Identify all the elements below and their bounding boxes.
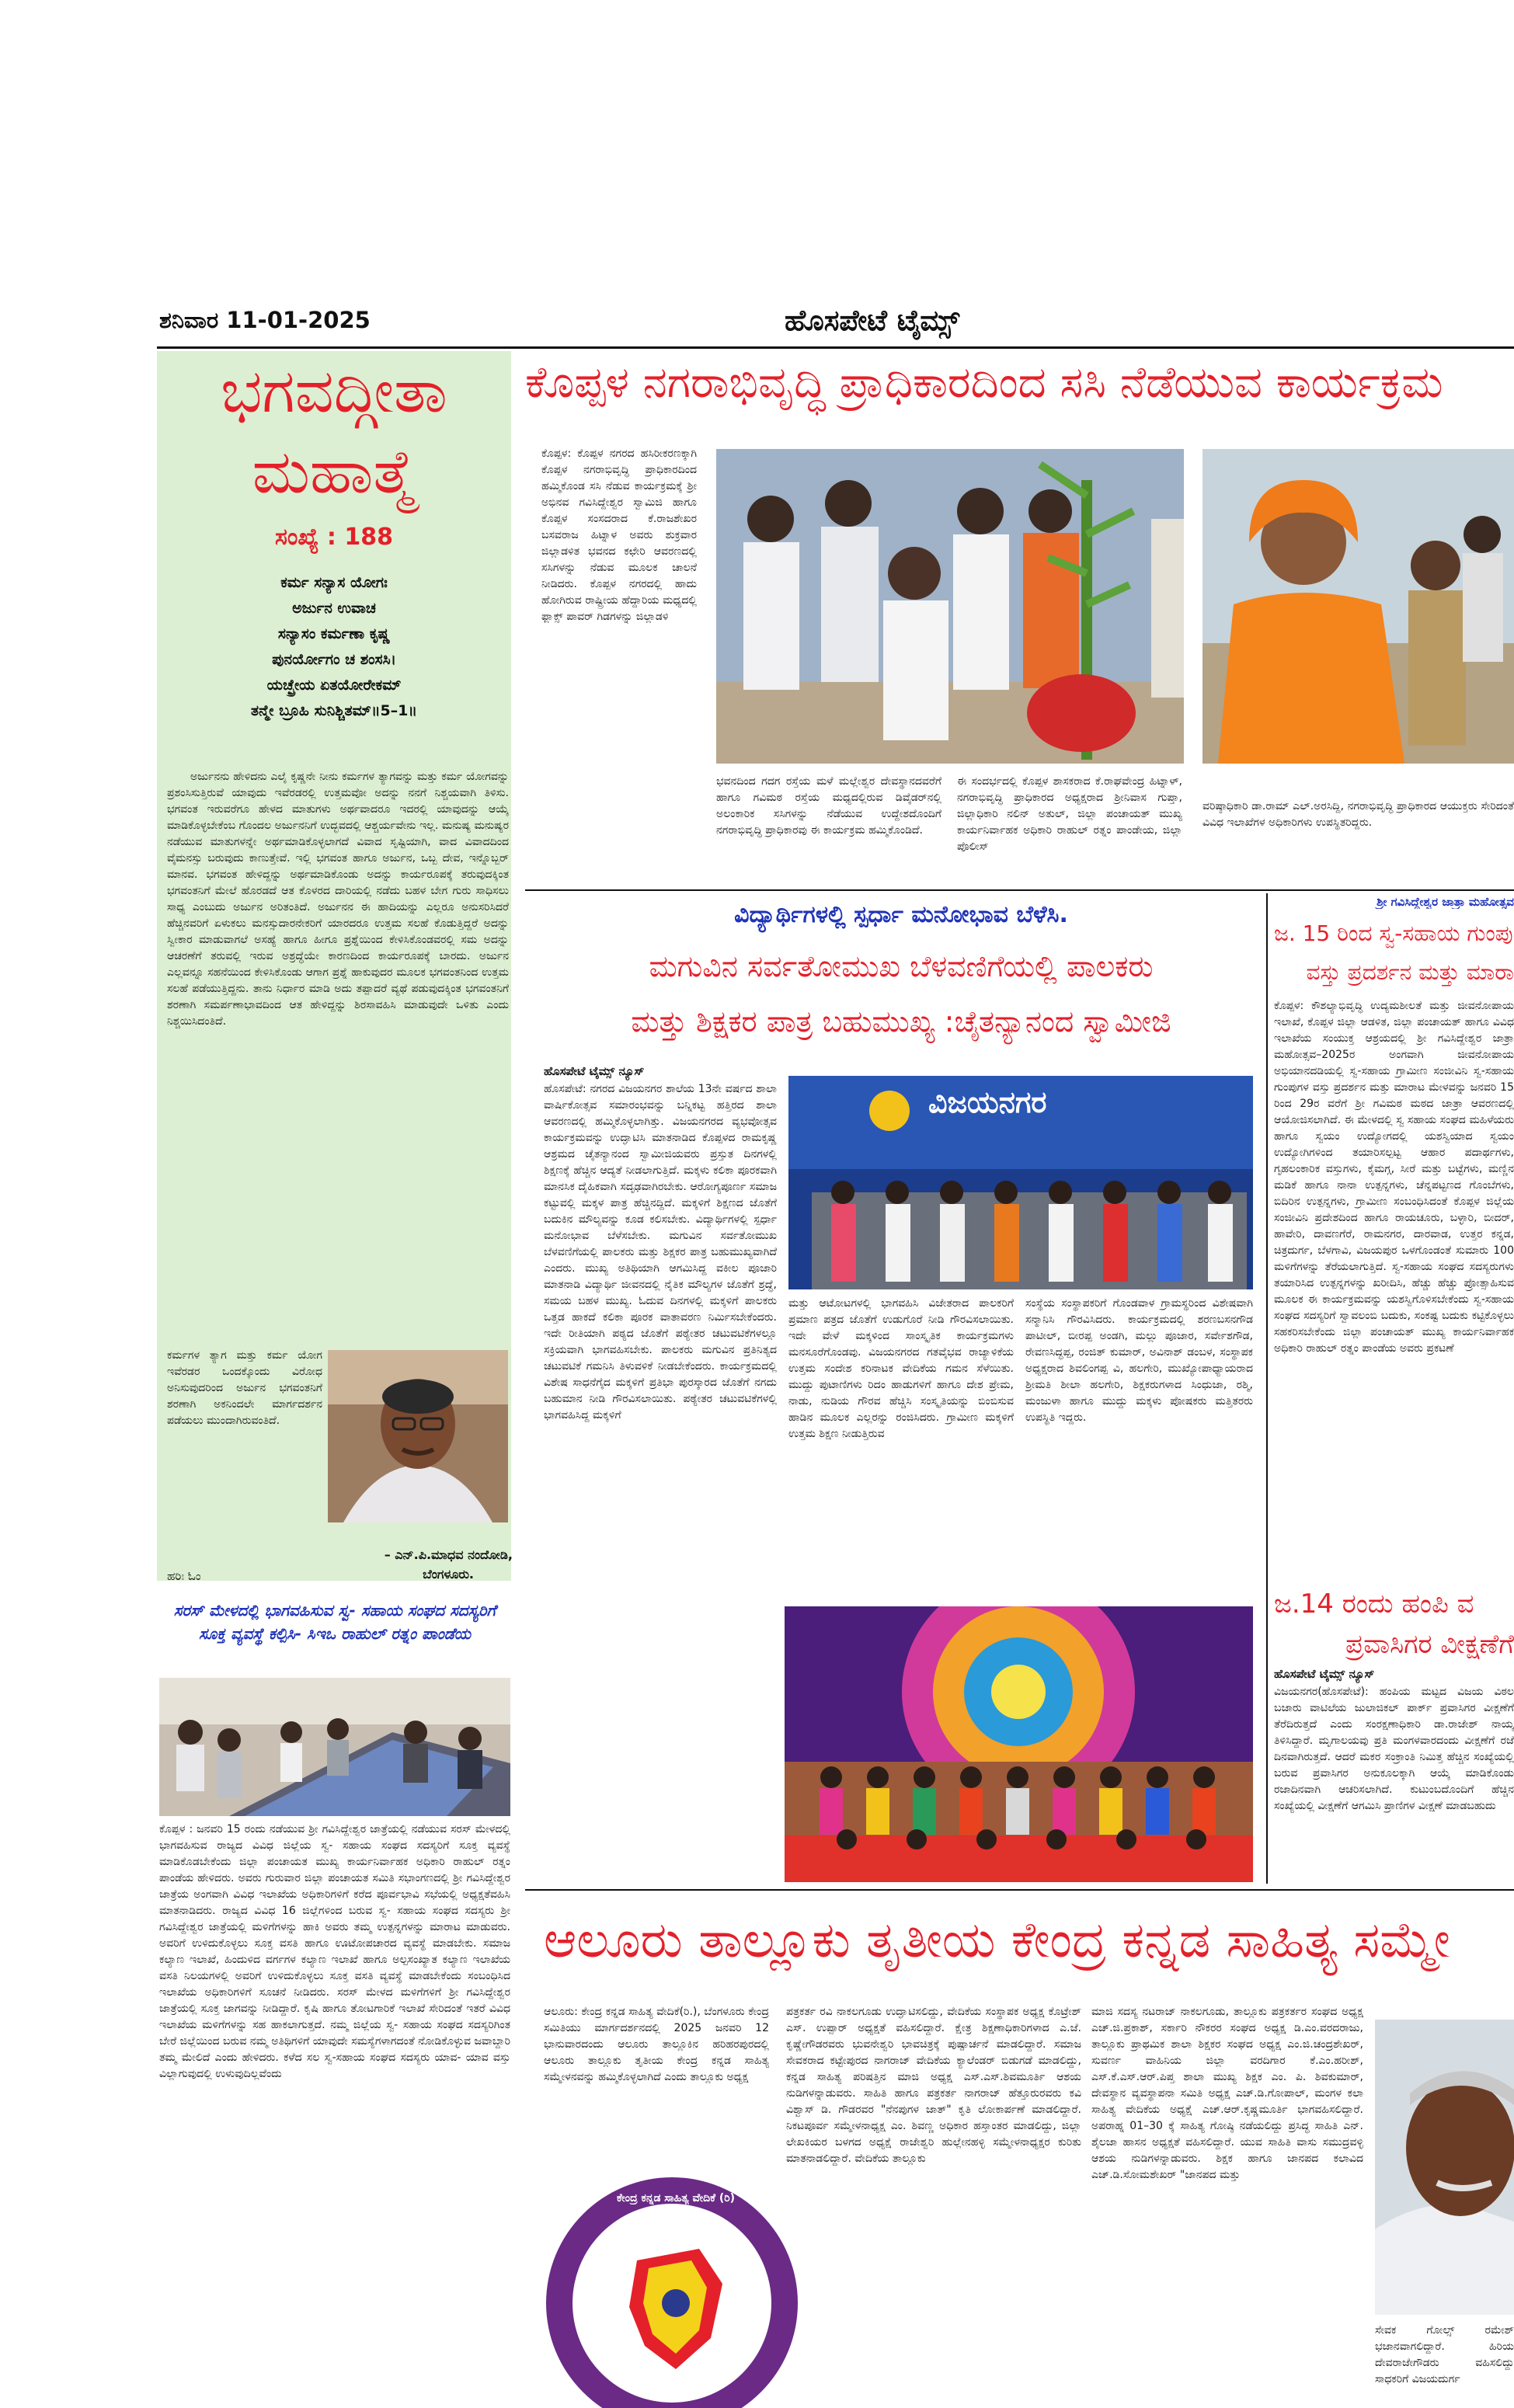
school-col1: ಹೊಸಪೇಟೆ: ನಗರದ ವಿಜಯನಗರ ಶಾಲೆಯ 13ನೇ ವರ್ಷದ ಶಾಲಾ ವಾರ್ಷಿಕೋತ್ಸವ ಸಮಾರಂಭವನ್ನು ಬನ್ನಿಕಟ್ಟ ಹತ್ತಿರದ ಶಾಲಾ ಆವರಣದಲ್ಲಿ ಹಮ್ಮಿಕೊಳ್ಳಲಾಗಿತ್ತು. ವಿಜಯನಗರದ ವ್ಯಭವೋತ್ಸವ ಕಾರ್ಯಕ್ರಮವನ್ನು ಉದ್ಘಾಟಿಸಿ ಮಾತನಾಡಿದ ಕೊಪ್ಪಳದ ರಾಮಕೃಷ್ಣ ಆಶ್ರಮದ ಚೈತನ್ಯಾನಂದ ಸ್ವಾಮೀಜಿಯವರು ಪ್ರಸ್ತುತ ದಿನಗಳಲ್ಲಿ ಶಿಕ್ಷಣಕ್ಕೆ ಹೆಚ್ಚಿನ ಆದ್ಯತೆ ನೀಡಲಾಗುತ್ತಿದೆ. ಮಕ್ಕಳು ಕಲಿಕಾ ಪೂರಕವಾಗಿ ಮಾನಸಿಕ ದೈಹಿಕವಾಗಿ ಸದೃಢವಾಗಿರಬೇಕು. ಆರೋಗ್ಯಪೂರ್ಣ ಸಮಾಜ ಕಟ್ಟುವಲ್ಲಿ ಮಕ್ಕಳ ಪಾತ್ರ ಹೆಚ್ಚಿನದ್ದಿದೆ. ಮಕ್ಕಳಿಗೆ ಶಿಕ್ಷಣದ ಜೊತೆಗೆ ಬದುಕಿನ ಮೌಲ್ಯವನ್ನು ಕೂಡ ಕಲಿಸಬೇಕು. ವಿದ್ಯಾರ್ಥಿಗಳಲ್ಲಿ ಸ್ಪರ್ಧಾ ಮನೋಭಾವ ಬೆಳೆಸಬೇಕು. ಮಗುವಿನ ಸರ್ವತೋಮುಖ ಬೆಳವಣಿಗೆಯಲ್ಲಿ ಪಾಲಕರು ಮತ್ತು ಶಿಕ್ಷಕರ ಪಾತ್ರ ಬಹುಮುಖ್ಯವಾಗಿದೆ ಎಂದರು. ಮುಖ್ಯ ಅತಿಥಿಯಾಗಿ ಆಗಮಿಸಿದ್ದ ವಕೀಲ ಪೂಜಾರಿ ಮಾತನಾಡಿ ವಿದ್ಯಾರ್ಥಿ ಜೀವನದಲ್ಲಿ ನೈತಿಕ ಮೌಲ್ಯಗಳ ಜೊತೆಗೆ ಶ್ರದ್ಧೆ, ಸಮಯ ಬಹಳ ಮುಖ್ಯ. ಓದುವ ದಿನಗಳಲ್ಲಿ ಮಕ್ಕಳಿಗೆ ಪಾಲಕರು ಒತ್ತಡ ಹಾಕದೆ ಕಲಿಕಾ ಪೂರಕ ವಾತಾವರಣ ನಿರ್ಮಿಸಬೇಕೆಂದರು. ಇದೇ ರೀತಿಯಾಗಿ ಪಠ್ಯದ ಜೊತೆಗೆ ಪಠ್ಯೇತರ ಚಟುವಟಿಕೆಗಳಲ್ಲೂ ಸಕ್ರಿಯವಾಗಿ ಭಾಗವಹಿಸಬೇಕು. ಪಾಲಕರು ಮಗುವಿನ ಪ್ರತಿನಿತ್ಯದ ಚಟುವಟಿಕೆ ಗಮನಿಸಿ ತಿಳುವಳಿಕೆ ನೀಡಬೇಕೆಂದರು. ಕಾರ್ಯಕ್ರಮದಲ್ಲಿ ವಿಶೇಷ ಸಾಧನೆಗೈದ ಮಕ್ಕಳಿಗೆ ಪ್ರತಿಭಾ ಪುರಸ್ಕಾರದ ಜೊತೆಗೆ ನಗದು ಬಹುಮಾನ ನೀಡಿ ಗೌರವಿಸಲಾಯಿತು. ಪಠ್ಯೇತರ ಚಟುವಟಿಕೆಗಳಲ್ಲಿ ಭಾಗವಹಿಸಿದ್ದ ಮಕ್ಕಳಿಗೆ bbox=[544, 1083, 777, 1421]
gavi-headline-2: ವಸ್ತು ಪ್ರದರ್ಶನ ಮತ್ತು ಮಾರಾ bbox=[1306, 959, 1514, 985]
verse-line: ಅರ್ಜುನ ಉವಾಚ bbox=[292, 600, 376, 617]
tree-planting-photo bbox=[716, 449, 1184, 764]
hampi-headline-2: ಪ್ರವಾಸಿಗರ ವೀಕ್ಷಣೆಗೆ bbox=[1345, 1629, 1514, 1660]
verse-line: ಯಚ್ಛ್ರೇಯ ಏತಯೋರೇಕಮ್ bbox=[266, 677, 402, 694]
section-rule bbox=[525, 889, 1514, 891]
issue-date: ಶನಿವಾರ 11-01-2025 bbox=[159, 307, 371, 333]
school-banner-text: ವಿಜಯನಗರ bbox=[928, 1085, 1047, 1119]
koppal-headline: ಕೊಪ್ಪಳ ನಗರಾಭಿವೃದ್ಧಿ ಪ್ರಾಧಿಕಾರದಿಂದ ಸಸಿ ನೆಡೆಯುವ ಕಾರ್ಯಕ್ರಮ bbox=[525, 357, 1443, 408]
verse-line: ತನ್ಮೇ ಬ್ರೂಹಿ ಸುನಿಶ್ಚಿತಮ್॥5–1॥ bbox=[251, 702, 417, 719]
verse-line: ಪುನರ್ಯೋಗಂ ಚ ಶಂಸಸಿ। bbox=[272, 651, 396, 668]
school-col2: ಮತ್ತು ಆಟೋಟಗಳಲ್ಲಿ ಭಾಗವಹಿಸಿ ವಿಜೇತರಾದ ಪಾಲಕರಿಗೆ ಪ್ರಮಾಣ ಪತ್ರದ ಜೊತೆಗೆ ಉಡುಗೊರೆ ನೀಡಿ ಗೌರವಿಸಲಾಯಿತು. ಇದೇ ವೇಳೆ ಮಕ್ಕಳಿಂದ ಸಾಂಸ್ಕೃತಿಕ ಕಾರ್ಯಕ್ರಮಗಳು ಮನಸೂರೆಗೊಂಡವು. ವಿಜಯನಗರದ ಗತವೈಭವ ರಾಜ್ಯಾಳಿಕೆಯ ಉತ್ತಮ ಸಂದೇಶ ಕರಿನಾಟಕ ವೇದಿಕೆಯ ಗಮನ ಸೆಳೆಯಿತು. ಮುದ್ದು ಪುಟಾಣಿಗಳು ರಿದಂ ಹಾಡುಗಳಿಗೆ ಹಾಗೂ ದೇಶ ಪ್ರೇಮ, ನಾಡು, ನುಡಿಯ ಗೌರವ ಹೆಚ್ಚಿಸಿ ಸಂಸ್ಕೃತಿಯನ್ನು ಬಿಂಬಿಸುವ ಹಾಡಿನ ಮೂಲಕ ಎಲ್ಲರನ್ನು ರಂಜಿಸಿದರು. ಗ್ರಾಮೀಣ ಮಕ್ಕಳಿಗೆ ಉತ್ತಮ ಶಿಕ್ಷಣ ನೀಡುತ್ತಿರುವ bbox=[788, 1297, 1014, 1440]
gita-body-continued: ಕರ್ಮಗಳ ತ್ಯಾಗ ಮತ್ತು ಕರ್ಮ ಯೋಗ ಇವೆರಡರ ಒಂದಕ್ಕೊಂದು ವಿರೋಧ ಅನಿಸುವುದರಿಂದ ಅರ್ಜುನ ಭಗವಂತನಿಗೆ ಶರಣಾಗಿ ಅಕನಿಂದಲೇ ಮಾರ್ಗದರ್ಶನ ಪಡೆಯಲು ಮುಂದಾಗಿರುವಂತಿದೆ. bbox=[167, 1349, 322, 1427]
hampi-byline: ಹೊಸಪೇಟೆ ಟೈಮ್ಸ್ ನ್ಯೂಸ್ bbox=[1274, 1667, 1375, 1681]
newspaper-name: ಹೊಸಪೇಟೆ ಟೈಮ್ಸ್ bbox=[785, 304, 960, 337]
school-headline-2: ಮತ್ತು ಶಿಕ್ಷಕರ ಪಾತ್ರ ಬಹುಮುಖ್ಯ :ಚೈತನ್ಯಾನಂದ ಸ್ವಾಮೀಜಿ bbox=[631, 1004, 1171, 1039]
gavi-kicker: ಶ್ರೀ ಗವಿಸಿದ್ದೇಶ್ವರ ಜಾತ್ರಾ ಮಹೋತ್ಸವ bbox=[1377, 895, 1514, 909]
vedike-logo-text: ಕೇಂದ್ರ ಕನ್ನಡ ಸಾಹಿತ್ಯ ವೇದಿಕೆ (ರಿ) bbox=[616, 2192, 736, 2204]
hampi-headline-1: ಜ.14 ರಂದು ಹಂಪಿ ವ bbox=[1274, 1589, 1474, 1620]
gita-body: ಅರ್ಜುನನು ಹೇಳಿದನು ಎಲೈ ಕೃಷ್ಣನೇ ನೀನು ಕರ್ಮಗಳ ತ್ಯಾಗವನ್ನು ಮತ್ತು ಕರ್ಮ ಯೋಗವನ್ನು ಪ್ರಶಂಸಿಸುತ್ತಿರುವೆ ಯಾವುದು ಇವೆರಡರಲ್ಲಿ ಉತ್ತಮವೋ ಅದನ್ನು ನನಗೆ ನಿಶ್ಚಯವಾಗಿ ತಿಳಿಸು. ಭಗವಂತ ಇರುವರೆಗೂ ಹೇಳದ ಮಾತುಗಳು ಅರ್ಥವಾದರೂ ಇದರಲ್ಲಿ ಯಾವುದನ್ನು ಆಯ್ಕೆ ಮಾಡಿಕೊಳ್ಳಬೇಕೆಂಬ ಗೊಂದಲ ಅರ್ಜುನನಿಗೆ ಉದ್ಭವದಲ್ಲಿ ಆಶ್ಚರ್ಯವೇನು ಇಲ್ಲ. ಮನುಷ್ಯ ಮನುಷ್ಯರ ನಡೆಯುವ ಮಾತುಗಳನ್ನೇ ಅರ್ಥಮಾಡಿಕೊಳ್ಳಲಾಗದೆ ವಿವಾದ ಸೃಷ್ಟಿಯಾಗಿ, ವಾದ ವಿವಾದದಿಂದ ವೈಮನಸ್ಸು ಬರುವುದು ಕಾಣುತ್ತೇವೆ. ಇಲ್ಲಿ ಭಗವಂತ ಹಾಗೂ ಅರ್ಜುನ, ಒಬ್ಬ ದೇವ, ಇನ್ನೊಬ್ಬರ್ ಮಾನವ. ಭಗವಂತ ಹೇಳಿದ್ದನ್ನು ಅರ್ಥಮಾಡಿಕೊಂಡು ಅದನ್ನು ಕಾರ್ಯರೂಪಕ್ಕೆ ತರುವುದಕ್ಕಿಂತ ಭಗವಂತನಿಗೆ ಮೇಲೆ ಹೊರಡದೆ ಆತ ಕೊಳರದ ದಾರಿಯಲ್ಲಿ ನಡೆದು ಬಹಳ ಬೇಗ ಗುರು ಸಾಧಿಸಲು ಸಾಧ್ಯ ಎಂಬುದು ಅರ್ಜುನ ಅರಿತಂತಿದೆ. ಅರ್ಜುನನ ಈ ಹಾದಿಯನ್ನು ಎಲ್ಲರೂ ಅನುಸರಿಸಿದರೆ ಹೆಚ್ಚಿನವರಿಗೆ ಏಳುಕಲು ಮನಸ್ಸುದಾರನೇಕರಿಗೆ ಯಾರದರೂ ಉತ್ತಮ ಸಲಹೆ ಕೊಡುತ್ತಿದ್ದರೆ ಅದನ್ನು ಸ್ವೀಕಾರ ಮಾಡುವಾಗಲೆ ಅಸಹ್ಯೆ ಹಾಗೂ ಹೀಗೂ ಪ್ರಶ್ನೆಯಿಂದ ಕೇಳಿಸಿಕೊಂಡವರಲ್ಲಿ ಸಮ ಅದನ್ನು ಆಚರಣೆಗೆ ತರುವಲ್ಲಿ ಇರುವ ಅಶ್ರದ್ಧೆಯೇ ಕಾರಣದಿಂದ ಕಾರ್ಯರೂಪಕ್ಕೆ ಬಾರದು. ಅರ್ಜುನ ಎಲ್ಲವನ್ನೂ ಸಹನೆಯಿಂದ ಕೇಳಿಸಿಕೊಂಡು ಆಗಾಗ ಪ್ರಶ್ನೆ ಹಾಕುವುದರ ಮೂಲಕ ಭಗವಂತನಿಂದ ಉತ್ತಮ ಸಲಹೆ ಪಡೆಯುತ್ತಿದ್ದನು. ತಾನು ನಿರ್ಧಾರ ಮಾಡಿ ಅದು ತಪ್ಪಾದರೆ ವ್ಯಥೆ ಪಡುವುದಕ್ಕಿಂತ ಭಗವಂತನಿಗೆ ಶರಣಾಗಿ ಸಮರ್ಪಣಾಭಾವದಿಂದ ಆತ ಹೇಳಿದ್ದನ್ನು ಶಿರಸಾವಹಿಸಿ ಮಾಡುವುದೇ ಒಳಿತು ಎಂದು ನಿಶ್ಚಯಿಸಿದಂತಿದೆ. bbox=[167, 771, 509, 1028]
aluru-caption: ಸೇವಕ ಗೋಲ್ಸ್ ರಮೇಶ್ ಭಜಾನವಾಗಲಿದ್ದಾರೆ. ಹಿರಿಯ ದೇವರಾಜೇಗೌಡರು ವಹಿಸಲಿದ್ದು ಸಾಧಕರಿಗೆ ವಿಜಯದುರ್ಗ bbox=[1375, 2324, 1514, 2385]
hampi-body: ವಿಜಯನಗರ(ಹೊಸಪೇಟೆ): ಹಂಪಿಯ ಮಟ್ಟದ ವಿಜಯ ವಿಠಲ ಬಜಾರು ವಾಟಿಲೆಯ ಜುಲಾಜಿಕಲ್ ಪಾರ್ಕ್ ಪ್ರವಾಸಿಗರ ವೀಕ್ಷಣೆಗೆ ತೆರೆದಿರುತ್ತದೆ ಎಂದು ಸಂರಕ್ಷಣಾಧಿಕಾರಿ ಡಾ.ರಾಜೇಶ್ ನಾಯ್ಕ ತಿಳಿಸಿದ್ದಾರೆ. ಮೃಗಾಲಯವು ಪ್ರತಿ ಮಂಗಳವಾರದಂದು ವೀಕ್ಷಣೆಗೆ ರಜೆ ದಿನವಾಗಿರುತ್ತದೆ. ಆದರೆ ಮಕರ ಸಂಕ್ರಾಂತಿ ನಿಮಿತ್ತ ಹೆಚ್ಚಿನ ಸಂಖ್ಯೆಯಲ್ಲಿ ಬರುವ ಪ್ರವಾಸಿಗರ ಅನುಕೂಲಕ್ಕಾಗಿ ಆಯ್ಕೆ ಮಾಡಿಕೊಂಡು ರಜಾದಿನವಾಗಿ ಆಚರಿಸಲಾಗಿದೆ. ಕುಟುಂಬದೊಂದಿಗೆ ಹೆಚ್ಚಿನ ಸಂಖ್ಯೆಯಲ್ಲಿ ವೀಕ್ಷಣೆಗೆ ಆಗಮಿಸಿ ಪ್ರಾಣಿಗಳ ವೀಕ್ಷಣೆ ಮಾಡಬಹುದು bbox=[1274, 1686, 1514, 1812]
column-divider bbox=[1266, 893, 1268, 1884]
gita-verse bbox=[167, 570, 501, 724]
gita-closing: ಹರಿಃ ಓಂ bbox=[167, 1569, 201, 1583]
koppal-col3: ಈ ಸಂದರ್ಭದಲ್ಲಿ ಕೊಪ್ಪಳ ಶಾಸಕರಾದ ಕೆ.ರಾಘವೇಂದ್ರ ಹಿಟ್ನಾಳ್, ನಗರಾಭಿವೃದ್ಧಿ ಪ್ರಾಧಿಕಾರದ ಅಧ್ಯಕ್ಷರಾದ ಶ್ರೀನಿವಾಸ ಗುಪ್ತಾ, ಜಿಲ್ಲಾಧಿಕಾರಿ ನಲಿನ್ ಅತುಲ್, ಜಿಲ್ಲಾ ಪಂಚಾಯತ್ ಮುಖ್ಯ ಕಾರ್ಯನಿರ್ವಾಹಕ ಅಧಿಕಾರಿ ರಾಹುಲ್ ರತ್ನಂ ಪಾಂಡೇಯ, ಜಿಲ್ಲಾ ಪೊಲೀಸ್ bbox=[957, 775, 1182, 853]
president-photo bbox=[1375, 2020, 1514, 2315]
sarasa-body: ಕೊಪ್ಪಳ : ಜನವರಿ 15 ರಂದು ನಡೆಯುವ ಶ್ರೀ ಗವಿಸಿದ್ದೇಶ್ವರ ಜಾತ್ರೆಯಲ್ಲಿ ನಡೆಯುವ ಸರಸ್ ಮೇಳದಲ್ಲಿ ಭಾಗವಹಿಸುವ ರಾಜ್ಯದ ವಿವಿಧ ಜಿಲ್ಲೆಯ ಸ್ವ- ಸಹಾಯ ಸಂಘದ ಸದಸ್ಯರಿಗೆ ಸೂಕ್ತ ವ್ಯವಸ್ಥೆ ಮಾಡಿಕೊಡಬೇಕೆಂದು ಜಿಲ್ಲಾ ಪಂಚಾಯತ ಮುಖ್ಯ ಕಾರ್ಯನಿರ್ವಾಹಕ ಅಧಿಕಾರಿ ರಾಹುಲ್ ರತ್ನಂ ಪಾಂಡೆಯ ಹೇಳಿದರು. ಅವರು ಗುರುವಾರ ಜಿಲ್ಲಾ ಪಂಚಾಯತ ಸಮಿತಿ ಸಭಾಂಗಣದಲ್ಲಿ ಶ್ರೀ ಗವಿಸಿದ್ದೇಶ್ವರ ಜಾತ್ರೆಯ ಅಂಗವಾಗಿ ವಿವಿಧ ಇಲಾಖೆಯ ಅಧಿಕಾರಿಗಳಿಗೆ ಕರೆದ ಪೂರ್ವಭಾವಿ ಸಭೆಯಲ್ಲಿ ಅಧ್ಯಕ್ಷತೆವಹಿಸಿ ಮಾತನಾಡಿದರು. ರಾಜ್ಯದ ವಿವಿಧ 16 ಜಿಲ್ಲೆಗಳಿಂದ ಬರುವ ಸ್ವ- ಸಹಾಯ ಸಂಘದ ಸದಸ್ಯರು ಶ್ರೀ ಗವಿಸಿದ್ದೇಶ್ವರ ಜಾತ್ರೆಯಲ್ಲಿ ಮಳಿಗೆಗಳನ್ನು ಹಾಕಿ ಅವರು ತಮ್ಮ ಉತ್ಪನ್ನಗಳನ್ನು ಮಾರಾಟ ಮಾಡುವರು. ಅವರಿಗೆ ಉಳಿದುಕೊಳ್ಳಲು ಸೂಕ್ತ ವಸತಿ ಹಾಗೂ ಊಟೋಪಚಾರದ ವ್ಯವಸ್ಥೆ ಮಾಡಬೇಕು. ಸಮಾಜ ಕಲ್ಯಾಣ ಇಲಾಖೆ, ಹಿಂದುಳಿದ ವರ್ಗಗಳ ಕಲ್ಯಾಣ ಇಲಾಖೆ ಹಾಗೂ ಅಲ್ಪಸಂಖ್ಯಾತ ಕಲ್ಯಾಣ ಇಲಾಖೆಯ ವಸತಿ ನಿಲಯಗಳಲ್ಲಿ ಅವರಿಗೆ ಉಳಿದುಕೊಳ್ಳಲು ಸೂಕ್ತ ವಸತಿ ವ್ಯವಸ್ಥೆ ಮಾಡಬೇಕೆಂದು ಸಂಬಂಧಿಸಿದ ಇಲಾಖೆಯ ಅಧಿಕಾರಿಗಳಿಗೆ ಸೂಚನೆ ನೀಡಿದರು. ಸರಸ್ ಮೇಳದ ಮಳಿಗೆಗಳಿಗೆ ಶ್ರೀ ಗವಿಸಿದ್ದೇಶ್ವರ ಜಾತ್ರೆಯಲ್ಲಿ ಸೂಕ್ತ ಜಾಗವನ್ನು ನೀಡಿದ್ದಾರೆ. ಕೃಷಿ ಹಾಗೂ ತೋಟಗಾರಿಕೆ ಇಲಾಖೆ ಸೇರಿದಂತೆ ಇತರೆ ವಿವಿಧ ಇಲಾಖೆಯ ಮಳಿಗೆಗಳನ್ನು ಸಹ ಹಾಕಲಾಗುತ್ತದೆ. ನಮ್ಮ ಜಿಲ್ಲೆಯ ಸ್ವ- ಸಹಾಯ ಸಂಘದ ಸದಸ್ಯರಿಗಿಂತ ಬೇರೆ ಜಿಲ್ಲೆಯಿಂದ ಬರುವ ನಮ್ಮ ಅತಿಥಿಗಳಿಗೆ ಯಾವುದೇ ಸಮಸ್ಯೆಗಳಾಗದಂತೆ ನೋಡಿಕೊಳ್ಳುವ ಜವಾಬ್ದಾರಿ ತಮ್ಮ ಮೇಲಿದೆ ಎಂದು ಹೇಳಿದರು. ಕಳೆದ ಸಲ ಸ್ವ-ಸಹಾಯ ಸಂಘದ ಸದಸ್ಯರು ಯಾವ- ಯಾವ ವಸ್ತು ವಿಲ್ಲಾಗುವುದಲ್ಲಿ ಉಳುವುದಿಲ್ಲವೆಂದು bbox=[159, 1823, 510, 2080]
aluru-col2: ಪತ್ರಕರ್ತ ರವಿ ನಾಕಲಗೂಡು ಉದ್ಘಾಟಿಸಲಿದ್ದು, ವೇದಿಕೆಯ ಸಂಸ್ಥಾಪಕ ಅಧ್ಯಕ್ಷ ಕೊಟ್ರೇಶ್ ಎಸ್. ಉಪ್ಪಾರ್ ಅಧ್ಯಕ್ಷತೆ ವಹಿಸಲಿದ್ದಾರೆ. ಕ್ಷೇತ್ರ ಶಿಕ್ಷಣಾಧಿಕಾರಿಗಳಾದ ಎ.ಜೆ. ಕೃಷ್ಣೇಗೌಡರವರು ಭುವನೇಶ್ವರಿ ಭಾವಚಿತ್ರಕ್ಕೆ ಪುಷ್ಪಾರ್ಚನೆ ಮಾಡಲಿದ್ದಾರೆ. ಸಮಾಜ ಸೇವಕರಾದ ಕಟ್ಟೇಪುರದ ನಾಗರಾಜ್ ವೇದಿಕೆಯ ಕ್ಯಾಲೆಂಡರ್ ಬಿಡುಗಡೆ ಮಾಡಲಿದ್ದು, ಕನ್ನಡ ಸಾಹಿತ್ಯ ಪರಿಷತ್ತಿನ ಮಾಜಿ ಅಧ್ಯಕ್ಷ ಎಸ್.ಎಸ್.ಶಿವಮೂರ್ತಿ ಆಶಯ ನುಡಿಗಳನ್ನಾಡುವರು. ಸಾಹಿತಿ ಹಾಗೂ ಪತ್ರಕರ್ತ ನಾಗರಾಜ್ ಹೆತ್ತೂರುರವರು ಕವಿ ವಿಶ್ವಾಸ್ ಡಿ. ಗೌಡರವರ "ನೆನಪುಗಳ ಜಾತ್" ಕೃತಿ ಲೋಕಾರ್ಪಣೆ ಮಾಡಲಿದ್ದಾರೆ. ನಿಕಟಪೂರ್ವ ಸಮ್ಮೇಳನಾಧ್ಯಕ್ಷ ಎಂ. ಶಿವಣ್ಣ ಅಧಿಕಾರ ಹಸ್ತಾಂತರ ಮಾಡಲಿದ್ದು, ಜಿಲ್ಲಾ ಲೇಖಕಿಯರ ಬಳಗದ ಅಧ್ಯಕ್ಷೆ ರಾಜೇಶ್ವರಿ ಹುಲ್ಲೇನಹಳ್ಳಿ ಸಮ್ಮೇಳನಾಧ್ಯಕ್ಷರ ಕುರಿತು ಮಾತನಾಡಲಿದ್ದಾರೆ. ವೇದಿಕೆಯ ತಾಲ್ಲೂಕು bbox=[786, 2006, 1081, 2165]
gita-title-line1: ಭಗವದ್ಗೀತಾ bbox=[221, 357, 447, 426]
aluru-col3: ಮಾಜಿ ಸದಸ್ಯ ನಟರಾಜ್ ನಾಕಲಗೂಡು, ತಾಲ್ಲೂಕು ಪತ್ರಕರ್ತರ ಸಂಘದ ಅಧ್ಯಕ್ಷ ಎಚ್.ಜಿ.ಪ್ರಕಾಶ್, ಸರ್ಕಾರಿ ನೌಕರರ ಸಂಘದ ಅಧ್ಯಕ್ಷ ಡಿ.ಎಂ.ವರದರಾಜು, ತಾಲ್ಲೂಕು ಪ್ರಾಥಮಿಕ ಶಾಲಾ ಶಿಕ್ಷಕರ ಸಂಘದ ಅಧ್ಯಕ್ಷ ಎಂ.ಜಿ.ಚಂದ್ರಶೇಖರ್, ಸುವರ್ಣ ವಾಹಿನಿಯ ಜಿಲ್ಲಾ ವರದಿಗಾರ ಕೆ.ಎಂ.ಹರೀಶ್, ಎಸ್.ಕೆ.ಎಸ್.ಆರ್.ಪಿಪ್ತ ಶಾಲಾ ಮುಖ್ಯ ಶಿಕ್ಷಕ ಎಂ. ಪಿ. ಶಿವಕುಮಾರ್, ದೇವಸ್ಥಾನ ವ್ಯವಸ್ಥಾಪನಾ ಸಮಿತಿ ಅಧ್ಯಕ್ಷ ಎಚ್.ಡಿ.ಗೋಪಾಲ್, ಮಂಗಳ ಕಲಾ ಸಾಹಿತ್ಯ ವೇದಿಕೆಯ ಅಧ್ಯಕ್ಷೆ ಎಚ್.ಆರ್.ಕೃಷ್ಣಮೂರ್ತಿ ಭಾಗವಹಿಸಲಿದ್ದಾರೆ. ಅಪರಾಹ್ನ 01–30 ಕ್ಕೆ ಸಾಹಿತ್ಯ ಗೋಷ್ಠಿ ನಡೆಯಲಿದ್ದು ಪ್ರಸಿದ್ಧ ಸಾಹಿತಿ ಎನ್. ಶೈಲಜಾ ಹಾಸನ ಅಧ್ಯಕ್ಷತೆ ವಹಿಸಲಿದ್ದಾರೆ. ಯುವ ಸಾಹಿತಿ ವಾಸು ಸಮುದ್ರವಳ್ಳಿ ಆಶಯ ನುಡಿಗಳನ್ನಾಡುವರು. ಶಿಕ್ಷಕ ಹಾಗೂ ಜಾನಪದ ಕಲಾವಿದ ಎಚ್.ಡಿ.ಸೋಮಶೇಖರ್ "ಜಾನಪದ ಮತ್ತು bbox=[1091, 2006, 1363, 2181]
dance-performance-photo bbox=[785, 1606, 1253, 1882]
gavi-body: ಕೊಪ್ಪಳ: ಕೌಶಲ್ಯಾಭಿವೃದ್ಧಿ ಉದ್ಯಮಶೀಲತೆ ಮತ್ತು ಜೀವನೋಪಾಯ ಇಲಾಖೆ, ಕೊಪ್ಪಳ ಜಿಲ್ಲಾ ಆಡಳಿತ, ಜಿಲ್ಲಾ ಪಂಚಾಯತ್ ಹಾಗೂ ವಿವಿಧ ಇಲಾಖೆಯ ಸಂಯುಕ್ತ ಆಶ್ರಯದಲ್ಲಿ ಶ್ರೀ ಗವಿಸಿದ್ದೇಶ್ವರ ಜಾತ್ರಾ ಮಹೋತ್ಸವ–2025ರ ಅಂಗವಾಗಿ ಜೀವನೋಪಾಯ ಅಭಿಯಾನದಡಿಯಲ್ಲಿ ಸ್ವ-ಸಹಾಯ ಗ್ರಾಮೀಣ ಸಂಜೀವಿನಿ ಸ್ವ-ಸಹಾಯ ಗುಂಪುಗಳ ವಸ್ತು ಪ್ರದರ್ಶನ ಮತ್ತು ಮಾರಾಟ ಮೇಳವನ್ನು ಜನವರಿ 15 ರಿಂದ 29ರ ವರೆಗೆ ಶ್ರೀ ಗವಿಮಠ ಮಠದ ಜಾತ್ರಾ ಆವರಣದಲ್ಲಿ ಆಯೋಜಿಸಲಾಗಿದೆ. ಈ ಮೇಳದಲ್ಲಿ ಸ್ವ ಸಹಾಯ ಸಂಘದ ಮಹಿಳೆಯರು ಹಾಗೂ ಸ್ವಯಂ ಉದ್ಯೋಗದಲ್ಲಿ ಯಶಸ್ವಿಯಾದ ಸ್ವಯಂ ಉದ್ಯೋಗಿಗಳಿಂದ ತಯಾರಿಸಲ್ಪಟ್ಟ ಆಹಾರ ಪದಾರ್ಥಗಳು, ಗೃಹಲಂಕಾರಿಕ ವಸ್ತುಗಳು, ಕೈಮಗ್ಗ, ಸೀರೆ ಮತ್ತು ಬಟ್ಟೆಗಳು, ಮಣ್ಣಿನ ಮಡಿಕೆ ಹಾಗೂ ನಾನಾ ಉತ್ಪನ್ನಗಳು, ಚೆನ್ನಪಟ್ಟಣದ ಗೊಂಬೆಗಳು, ಬಿದಿರಿನ ಉತ್ಪನ್ನಗಳು, ಗ್ರಾಮೀಣ ಸಂಬಂಧಿಸಿದಂತೆ ಕೊಪ್ಪಳ ಜಿಲ್ಲೆಯ ಸಂಜೀವಿನಿ ಪ್ರದೇಶದಿಂದ ಹಾಗೂ ರಾಯಚೂರು, ಬಳ್ಳಾರಿ, ಬೀದರ್, ಹಾವೇರಿ, ದಾವಣಗೆರೆ, ರಾಮನಗರ, ದಾರವಾಡ, ಉತ್ತರ ಕನ್ನಡ, ಚಿತ್ರದುರ್ಗ, ಬೆಳಗಾವಿ, ವಿಜಯಪುರ ಒಳಗೊಂಡಂತೆ ಸುಮಾರು 100 ಮಳಿಗೆಗಳನ್ನು ತೆರೆಯಲಾಗುತ್ತಿದೆ. ಸ್ವ-ಸಹಾಯ ಸಂಘದ ಸದಸ್ಯರುಗಳು ತಯಾರಿಸಿದ ಉತ್ಪನ್ನಗಳನ್ನು ಖರೀದಿಸಿ, ಹೆಚ್ಚು ಹೆಚ್ಚು ಪ್ರೋತ್ಸಾಹಿಸುವ ಮೂಲಕ ಈ ಕಾರ್ಯಕ್ರಮವನ್ನು ಯಶಸ್ವಿಗೊಳಿಸಬೇಕೆಂದು ಸ್ವ-ಸಹಾಯ ಸಂಘದ ಸದಸ್ಯರಿಗೆ ಸ್ವಾವಲಂಬಿ ಬದುಕು, ಸಂಕಷ್ಟ ಬದುಕು ಕಟ್ಟಿಕೊಳ್ಳಲು ಸಹಕರಿಸಬೇಕೆಂದು ಜಿಲ್ಲಾ ಪಂಚಾಯತ್ ಮುಖ್ಯ ಕಾರ್ಯನಿರ್ವಾಹಕ ಅಧಿಕಾರಿ ರಾಹುಲ್ ರತ್ನಂ ಪಾಂಡೆಯ ಅವರು ಪ್ರಕಟಣೆ bbox=[1274, 1000, 1514, 1355]
verse-line: ಕರ್ಮ ಸನ್ಯಾಸ ಯೋಗಃ bbox=[280, 574, 388, 591]
author-photo bbox=[328, 1350, 508, 1522]
school-byline: ಹೊಸಪೇಟೆ ಟೈಮ್ಸ್ ನ್ಯೂಸ್ bbox=[544, 1064, 645, 1078]
koppal-col2: ಭವನದಿಂದ ಗದಗ ರಸ್ತೆಯ ಮಳೆ ಮಲ್ಲೇಶ್ವರ ದೇವಸ್ಥಾನದವರೆಗೆ ಹಾಗೂ ಗವಿಮಠ ರಸ್ತೆಯ ಮಧ್ಯದಲ್ಲಿರುವ ಡಿವೈಡರ್‌ನಲ್ಲಿ ಅಲಂಕಾರಿಕ ಸಸಿಗಳನ್ನು ನೆಡೆಯುವ ಉದ್ದೇಶದೊಂದಿಗೆ ನಗರಾಭಿವೃದ್ಧಿ ಪ್ರಾಧಿಕಾರವು ಈ ಕಾರ್ಯಕ್ರಮ ಹಮ್ಮಿಕೊಂಡಿದೆ. bbox=[716, 775, 941, 837]
gita-author-city: ಬೆಂಗಳೂರು. bbox=[423, 1567, 474, 1582]
masthead-rule bbox=[157, 346, 1514, 349]
gita-number: ಸಂಖ್ಯೆ : 188 bbox=[275, 524, 393, 551]
koppal-col1: ಕೊಪ್ಪಳ: ಕೊಪ್ಪಳ ನಗರದ ಹಸಿರೀಕರಣಕ್ಕಾಗಿ ಕೊಪ್ಪಳ ನಗರಾಭಿವೃದ್ಧಿ ಪ್ರಾಧಿಕಾರದಿಂದ ಹಮ್ಮಿಕೊಂಡ ಸಸಿ ನೆಡುವ ಕಾರ್ಯಕ್ರಮಕ್ಕೆ ಶ್ರೀ ಅಭಿನವ ಗವಿಸಿದ್ದೇಶ್ವರ ಸ್ವಾಮಿಜಿ ಹಾಗೂ ಕೊಪ್ಪಳ ಸಂಸದರಾದ ಕೆ.ರಾಜಶೇಖರ ಬಸವರಾಜ ಹಿಟ್ನಾಳ ಅವರು ಶುಕ್ರವಾರ ಜಿಲ್ಲಾಡಳಿತ ಭವನದ ಕಛೇರಿ ಆವರಣದಲ್ಲಿ ಸಸಿಗಳನ್ನು ನೆಡುವ ಮೂಲಕ ಚಾಲನೆ ನೀಡಿದರು. ಕೊಪ್ಪಳ ನಗರದಲ್ಲಿ ಹಾದು ಹೋಗಿರುವ ರಾಷ್ಟ್ರೀಯ ಹೆದ್ದಾರಿಯ ಮಧ್ಯದಲ್ಲಿ ಫ್ಲಾಕ್ಸ್ ಪಾವರ್ ಗಿಡಗಳನ್ನು ಜಿಲ್ಲಾಡಳಿ bbox=[541, 447, 697, 623]
gita-author: – ಎನ್.ಪಿ.ಮಾಧವ ನಂದೋಡಿ, bbox=[384, 1547, 513, 1562]
section-rule-2 bbox=[525, 1889, 1514, 1891]
koppal-col4: ವರಿಷ್ಠಾಧಿಕಾರಿ ಡಾ.ರಾಮ್ ಎಲ್.ಅರಸಿದ್ದಿ, ನಗರಾಭಿವೃದ್ಧಿ ಪ್ರಾಧಿಕಾರದ ಆಯುಕ್ತರು ಸೇರಿದಂತೆ ವಿವಿಧ ಇಲಾಖೆಗಳ ಅಧಿಕಾರಿಗಳು ಉಪಸ್ಥಿತರಿದ್ದರು. bbox=[1202, 800, 1514, 829]
swamiji-photo bbox=[1202, 449, 1514, 764]
aluru-col1: ಆಲೂರು: ಕೇಂದ್ರ ಕನ್ನಡ ಸಾಹಿತ್ಯ ವೇದಿಕೆ(ರಿ.), ಬೆಂಗಳೂರು ಕೇಂದ್ರ ಸಮಿತಿಯು ಮಾರ್ಗದರ್ಶನದಲ್ಲಿ 2025 ಜನವರಿ 12 ಭಾನುವಾರದಂದು ಆಲೂರು ತಾಲ್ಲೂಕಿನ ಹರಿಹರಪುರದಲ್ಲಿ ಆಲೂರು ತಾಲ್ಲೂಕು ತೃತೀಯ ಕೇಂದ್ರ ಕನ್ನಡ ಸಾಹಿತ್ಯ ಸಮ್ಮೇಳನವನ್ನು ಹಮ್ಮಿಕೊಳ್ಳಲಾಗಿದೆ ಎಂದು ತಾಲ್ಲೂಕು ಅಧ್ಯಕ್ಷ bbox=[544, 2006, 769, 2083]
vedike-logo bbox=[544, 2175, 800, 2408]
verse-line: ಸನ್ಯಾಸಂ ಕರ್ಮಣಾ ಕೃಷ್ಣ bbox=[277, 625, 391, 642]
school-kicker: ವಿದ್ಯಾರ್ಥಿಗಳಲ್ಲಿ ಸ್ಪರ್ಧಾ ಮನೋಭಾವ ಬೆಳೆಸಿ. bbox=[734, 901, 1068, 928]
school-col3: ಸಂಸ್ಥೆಯ ಸಂಸ್ಥಾಪಕರಿಗೆ ಗೊಂಡವಾಳ ಗ್ರಾಮಸ್ಥರಿಂದ ವಿಶೇಷವಾಗಿ ಸನ್ಮಾನಿಸಿ ಗೌರವಿಸಿದರು. ಕಾರ್ಯಕ್ರಮದಲ್ಲಿ ಶರಣಬಸನಗೌಡ ಪಾಟೀಲ್, ಬೀರಪ್ಪ ಅಂಡಗಿ, ಮಲ್ಲು ಪೂಜಾರ, ಸರ್ವೇಶಗೌಡ, ರೇವಣಸಿದ್ಧಪ್ಪ, ರಂಜಿತ್ ಕುಮಾರ್, ಅವಿನಾಶ್ ಡಂಬಳ, ಸಂಸ್ಥಾಪಕ ಅಧ್ಯಕ್ಷರಾದ ಶಿವಲಿಂಗಪ್ಪ ವಿ, ಹಲಗೇರಿ, ಮುಖ್ಯೋಪಾಧ್ಯಾಯರಾದ ಶ್ರೀಮತಿ ಶೀಲಾ ಹಲಗೇರಿ, ಶಿಕ್ಷಕರುಗಳಾದ ಸಿಂಧುಜಾ, ರಶ್ಮಿ, ಮಂಜುಳಾ ಹಾಗೂ ಮುದ್ದು ಮಕ್ಕಳು ಪೋಷಕರು ಮತ್ತಿತರರು ಉಪಸ್ಥಿತಿ ಇದ್ದರು. bbox=[1025, 1297, 1253, 1424]
gavi-headline-1: ಜ. 15 ರಿಂದ ಸ್ವ-ಸಹಾಯ ಗುಂಪು bbox=[1274, 920, 1513, 946]
aluru-headline: ಆಲೂರು ತಾಲ್ಲೂಕು ತೃತೀಯ ಕೇಂದ್ರ ಕನ್ನಡ ಸಾಹಿತ್ಯ ಸಮ್ಮೇ bbox=[544, 1912, 1450, 1969]
meeting-photo bbox=[159, 1678, 510, 1816]
school-headline-1: ಮಗುವಿನ ಸರ್ವತೋಮುಖ ಬೆಳವಣಿಗೆಯಲ್ಲಿ ಪಾಲಕರು bbox=[649, 949, 1154, 983]
sarasa-headline: ಸರಸ್ ಮೇಳದಲ್ಲಿ ಭಾಗವಹಿಸುವ ಸ್ವ- ಸಹಾಯ ಸಂಘದ ಸದಸ್ಯರಿಗೆ ಸೂಕ್ತ ವ್ಯವಸ್ಥೆ ಕಲ್ಪಿಸಿ- ಸಿಇಒ ರಾಹುಲ್ ರತ್ನಂ ಪಾಂಡೆಯ bbox=[173, 1601, 496, 1643]
gita-title-line2: ಮಹಾತ್ಮೆ bbox=[252, 437, 416, 507]
